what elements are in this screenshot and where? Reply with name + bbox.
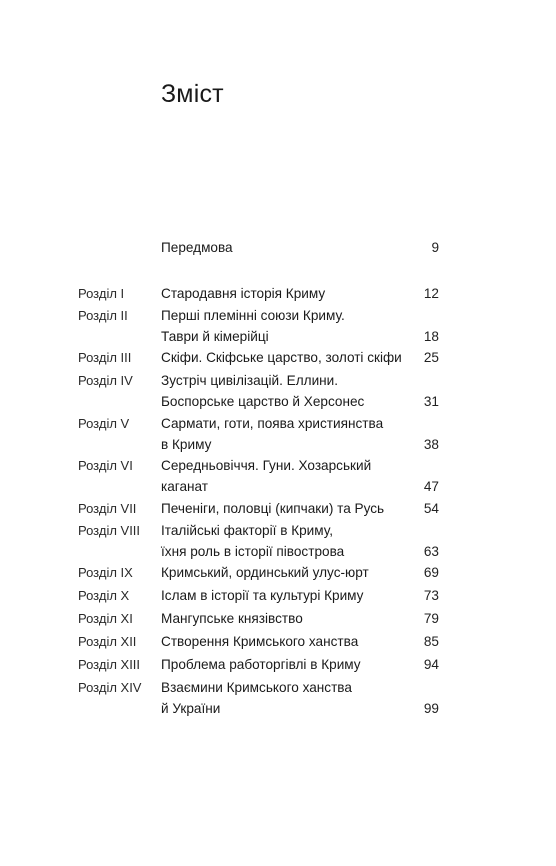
chapter-title-line: Передмова [161,240,233,255]
chapter-title [161,414,411,455]
chapter-title [161,284,411,305]
chapter-title-line: Стародавня історія Криму [161,286,326,301]
section-label: Розділ VIII [78,523,141,538]
chapter-title-line: Кримський, ординський улус-юрт [161,565,369,580]
chapter-title [161,371,411,412]
chapter-title [161,456,411,497]
chapter-title-line: Іслам в історії та культурі Криму [161,588,364,603]
page-number: 9 [431,240,439,255]
chapter-title [161,238,411,259]
chapter-title-line: каганат [161,478,209,494]
chapter-title-line: Проблема работоргівлі в Криму [161,657,361,672]
chapter-title [161,678,411,719]
chapter-title-line: Італійські факторії в Криму, [161,523,333,538]
page-number: 73 [423,588,439,603]
chapter-title-line: Сармати, готи, поява християнства [161,416,384,431]
page-number: 31 [423,393,439,409]
chapter-title [161,563,411,584]
chapter-title-line: Перші племінні союзи Криму. [161,308,345,323]
page-number: 12 [423,286,439,301]
chapter-title-line: й України [161,700,221,716]
chapter-title [161,348,411,369]
section-label: Розділ X [78,588,130,603]
page-number: 25 [423,350,439,365]
section-label: Розділ V [78,416,130,431]
page-number: 85 [423,634,439,649]
page-number: 18 [423,328,439,344]
section-label: Розділ XII [78,634,137,649]
section-label: Розділ VII [78,501,137,516]
page-number: 54 [423,501,439,516]
chapter-title [161,586,411,607]
section-label: Розділ IV [78,373,133,388]
chapter-title-line: Зустріч цивілізацій. Еллини. [161,373,339,388]
section-label: Розділ I [78,286,125,301]
chapter-title-line: Взаємини Кримського ханства [161,680,352,695]
chapter-title-line: в Криму [161,436,212,452]
page-number: 47 [423,478,439,494]
chapter-title-line: Середньовіччя. Гуни. Хозарський [161,458,372,473]
chapter-title-line: Боспорське царство й Херсонес [161,393,365,409]
page-number: 38 [423,436,439,452]
page-title: Зміст [161,80,224,108]
section-label: Розділ III [78,350,132,365]
section-label: Розділ XI [78,611,133,626]
section-label: Розділ VI [78,458,133,473]
section-label: Розділ XIV [78,680,142,695]
chapter-title [161,499,411,520]
chapter-title [161,632,411,653]
chapter-title-line: Мангупське князівство [161,611,303,626]
page-number: 94 [423,657,439,672]
chapter-title [161,521,411,562]
chapter-title [161,655,411,676]
page-number: 63 [423,543,439,559]
chapter-title [161,306,411,347]
chapter-title [161,609,411,630]
chapter-title-line: Таври й кімерійці [161,328,269,344]
page-number: 69 [423,565,439,580]
chapter-title-line: Створення Кримського ханства [161,634,359,649]
section-label: Розділ II [78,308,128,323]
chapter-title-line: їхня роль в історії півострова [161,543,345,559]
section-label: Розділ XIII [78,657,141,672]
section-label: Розділ IX [78,565,133,580]
page-number: 99 [423,700,439,716]
chapter-title-line: Печеніги, половці (кипчаки) та Русь [161,501,385,516]
page-number: 79 [423,611,439,626]
chapter-title-line: Скіфи. Скіфське царство, золоті скіфи [161,350,402,365]
